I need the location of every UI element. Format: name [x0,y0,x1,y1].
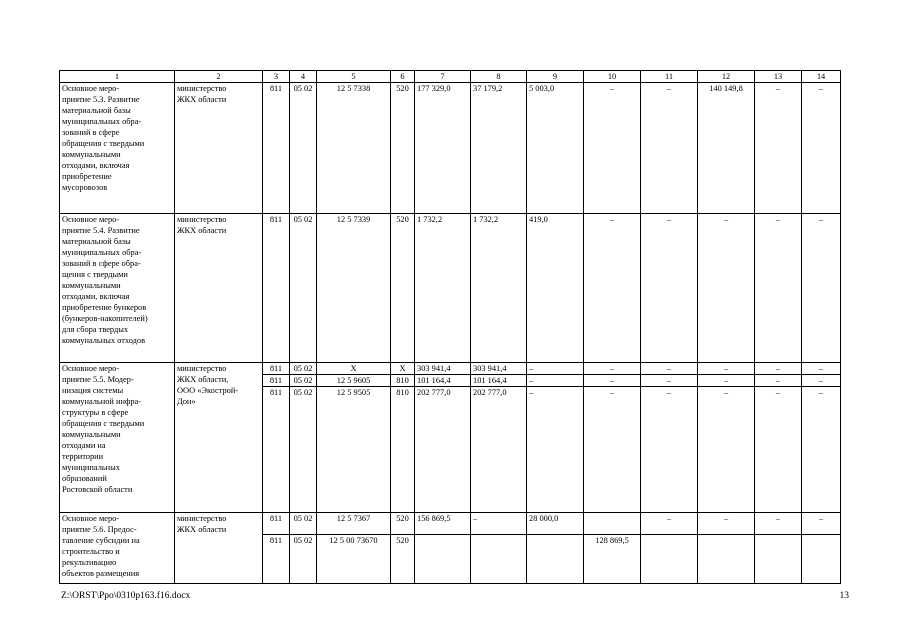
measure-name-cell: Основное меро- приятие 5.3. Развитие материальной базы муниципальных обра- зований в сфере обращения с твердыми коммунальными отходами, включая приобретение мусоровозов [60,83,175,214]
col-11-cell: – [641,214,698,363]
col-3-cell: 811 [263,535,290,584]
table-row [60,363,841,375]
col-4-cell: 05 02 [290,535,317,584]
measure-name-cell: Основное меро- приятие 5.6. Предос- тавление субсидии на строительство и рекультивацию объектов размещения [60,513,175,584]
header-cell-3: 3 [263,71,290,83]
col-11-cell: – [641,363,698,375]
col-14-cell: – [802,83,841,214]
table-row [60,83,841,214]
col-10-cell: – [584,214,641,363]
col-12-cell: – [698,363,755,375]
col-13-cell: – [755,513,802,535]
col-14-cell [802,535,841,584]
header-cell-7: 7 [415,71,471,83]
col-5-cell: 12 5 00 73670 [317,535,391,584]
col-14-cell: – [802,375,841,387]
header-cell-11: 11 [641,71,698,83]
col-8-cell: 303 941,4 [471,363,527,375]
col-13-cell: – [755,363,802,375]
col-4-cell: 05 02 [290,83,317,214]
header-cell-14: 14 [802,71,841,83]
col-10-cell: – [584,387,641,513]
header-cell-4: 4 [290,71,317,83]
footer-file-path: Z:\ORST\Ppo\0310p163.f16.docx [61,591,191,601]
col-12-cell: – [698,387,755,513]
col-3-cell: 811 [263,387,290,513]
measure-name-cell: Основное меро- приятие 5.5. Модер- низация системы коммунальной инфра- структуры в сфере обращения с твердыми коммунальными отходами на территории муниципальных образований Ростовской области [60,363,175,513]
col-9-cell: 419,0 [527,214,584,363]
col-8-cell [471,535,527,584]
executor-cell: министерство ЖКХ области [175,214,263,363]
table-row [60,513,841,535]
header-cell-2: 2 [175,71,263,83]
executor-cell: министерство ЖКХ области, ООО «Экострой- Дон» [175,363,263,513]
col-5-cell: 12 5 7339 [317,214,391,363]
col-7-cell: 202 777,0 [415,387,471,513]
col-14-cell: – [802,513,841,535]
header-row [60,71,841,83]
col-10-cell: – [584,375,641,387]
col-3-cell: 811 [263,83,290,214]
executor-cell: министерство ЖКХ области [175,513,263,584]
col-4-cell: 05 02 [290,513,317,535]
col-13-cell [755,535,802,584]
col-13-cell: – [755,83,802,214]
header-cell-8: 8 [471,71,527,83]
col-7-cell: 101 164,4 [415,375,471,387]
col-10-cell: 128 869,5 [584,535,641,584]
col-9-cell: 5 003,0 [527,83,584,214]
col-10-cell: – [584,83,641,214]
col-7-cell: 177 329,0 [415,83,471,214]
col-11-cell: – [641,387,698,513]
col-8-cell: 101 164,4 [471,375,527,387]
col-9-cell: – [527,363,584,375]
col-3-cell: 811 [263,214,290,363]
col-12-cell: – [698,214,755,363]
header-cell-1: 1 [60,71,175,83]
col-10-cell: – [584,363,641,375]
col-9-cell [527,535,584,584]
col-3-cell: 811 [263,363,290,375]
col-13-cell: – [755,375,802,387]
col-14-cell: – [802,363,841,375]
col-6-cell: 520 [391,535,415,584]
col-5-cell: 12 5 9505 [317,387,391,513]
header-cell-13: 13 [755,71,802,83]
col-11-cell: – [641,83,698,214]
measure-name-cell: Основное меро- приятие 5.4. Развитие материальной базы муниципальных обра- зований в сфере обра- щения с твердыми коммунальными отходами, включая приобретение бункеров (бункеров-накопителей) для сбора твердых коммунальных отходов [60,214,175,363]
col-6-cell: 810 [391,375,415,387]
col-3-cell: 811 [263,375,290,387]
col-14-cell: – [802,214,841,363]
table-row [60,214,841,363]
col-4-cell: 05 02 [290,363,317,375]
col-4-cell: 05 02 [290,375,317,387]
col-5-cell: 12 5 9605 [317,375,391,387]
header-cell-9: 9 [527,71,584,83]
col-9-cell: – [527,387,584,513]
col-8-cell: 37 179,2 [471,83,527,214]
header-cell-5: 5 [317,71,391,83]
col-5-cell: 12 5 7338 [317,83,391,214]
header-cell-10: 10 [584,71,641,83]
col-6-cell: 810 [391,387,415,513]
col-11-cell: – [641,513,698,535]
col-5-cell: 12 5 7367 [317,513,391,535]
header-cell-6: 6 [391,71,415,83]
col-6-cell: 520 [391,513,415,535]
col-9-cell: – [527,375,584,387]
col-12-cell [698,535,755,584]
col-4-cell: 05 02 [290,387,317,513]
col-6-cell: Х [391,363,415,375]
col-11-cell [641,535,698,584]
col-8-cell: – [471,513,527,535]
col-12-cell: 140 149,8 [698,83,755,214]
col-10-cell [584,513,641,535]
col-12-cell: – [698,513,755,535]
col-13-cell: – [755,387,802,513]
col-7-cell: 1 732,2 [415,214,471,363]
col-7-cell: 156 869,5 [415,513,471,535]
col-5-cell: Х [317,363,391,375]
col-8-cell: 202 777,0 [471,387,527,513]
col-8-cell: 1 732,2 [471,214,527,363]
col-6-cell: 520 [391,214,415,363]
budget-table [59,70,841,584]
col-3-cell: 811 [263,513,290,535]
col-9-cell: 28 000,0 [527,513,584,535]
executor-cell: министерство ЖКХ области [175,83,263,214]
col-6-cell: 520 [391,83,415,214]
col-4-cell: 05 02 [290,214,317,363]
col-7-cell [415,535,471,584]
page-number: 13 [839,591,849,601]
col-12-cell: – [698,375,755,387]
col-14-cell: – [802,387,841,513]
header-cell-12: 12 [698,71,755,83]
col-11-cell: – [641,375,698,387]
col-7-cell: 303 941,4 [415,363,471,375]
col-13-cell: – [755,214,802,363]
